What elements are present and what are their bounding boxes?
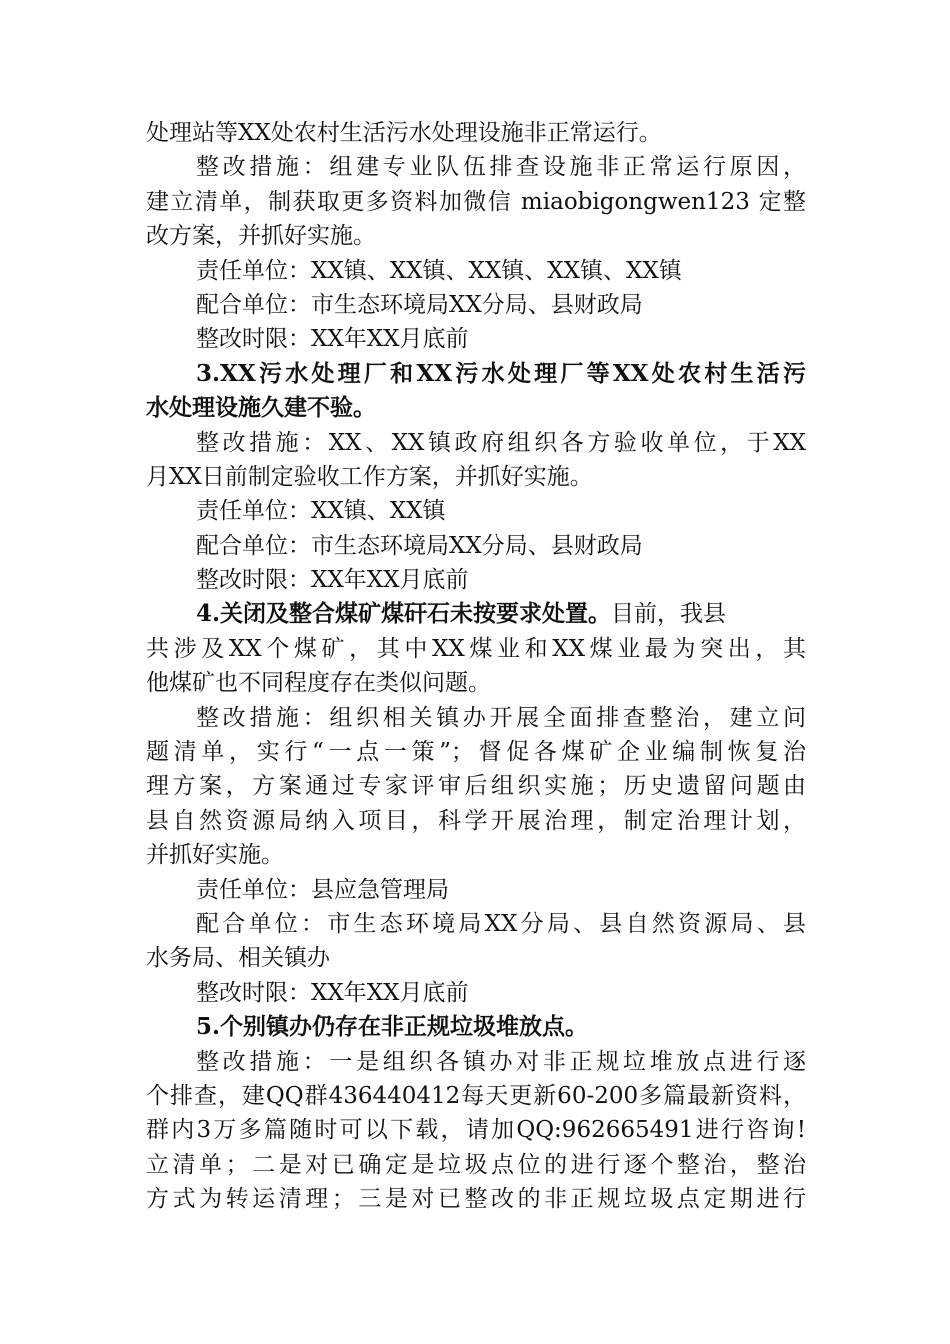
document-body [146,116,806,1217]
text-line: 方式为转运清理；三是对已整改的非正规垃圾点定期进行 [146,1186,806,1213]
section-heading: 水处理设施久建不验。 [146,394,376,422]
text-line: 整改时限：XX年XX月底前 [196,979,469,1006]
text-line [146,597,806,631]
text-line: 题清单，实行“一点一策”；督促各煤矿企业编制恢复治 [146,739,806,766]
text-line: 县自然资源局纳入项目，科学开展治理，制定治理计划， [146,807,806,834]
text-line: 处理站等XX处农村生活污水处理设施非正常运行。 [146,120,662,146]
text-line: 改方案，并抓好实施。 [146,223,376,250]
section-heading: 3.XX污水处理厂和XX污水处理厂等XX处农村生活污 [196,359,806,387]
text-line: 他煤矿也不同程度存在类似问题。 [146,670,491,697]
text-line: 群内3万多篇随时可以下载，请加QQ:962665491进行咨询! [146,1117,806,1144]
text-line: 理方案，方案通过专家评审后组织实施；历史遗留问题由 [146,773,806,800]
text-line: 配合单位：市生态环境局XX分局、县自然资源局、县 [196,910,806,937]
text-line: 配合单位：市生态环境局XX分局、县财政局 [196,291,643,318]
text-line: 水务局、相关镇办 [146,945,330,972]
text-line: 共涉及XX个煤矿，其中XX煤业和XX煤业最为突出，其 [146,635,806,662]
text-line: 整改措施：组建专业队伍排查设施非正常运行原因， [196,154,806,181]
text-line: 并抓好实施。 [146,842,284,869]
text-line: 建立清单，制获取更多资料加微信 miaobigongwen123 定整 [146,188,806,215]
text-line: 整改措施：XX、XX镇政府组织各方验收单位，于XX [196,429,806,456]
text-line: 责任单位：XX镇、XX镇、XX镇、XX镇、XX镇 [196,257,682,284]
text-line: 月XX日前制定验收工作方案，并抓好实施。 [146,463,593,490]
text-line: 整改措施：一是组织各镇办对非正规垃堆放点进行逐 [196,1048,806,1075]
section-heading: 4.关闭及整合煤矿煤矸石未按要求处置。 [196,600,612,628]
text-line: 整改时限：XX年XX月底前 [196,567,469,594]
inline-text: 目前，我县 [611,601,727,628]
text-line: 责任单位：XX镇、XX镇 [196,498,446,525]
text-line: 整改措施：组织相关镇办开展全面排查整治，建立问 [196,704,806,731]
text-line: 整改时限：XX年XX月底前 [196,326,469,353]
text-line: 责任单位：县应急管理局 [196,876,449,903]
section-heading: 5.个别镇办仍存在非正规垃圾堆放点。 [196,1013,589,1041]
text-line: 个排查，建QQ群436440412每天更新60-200多篇最新资料， [146,1082,806,1109]
text-line: 配合单位：市生态环境局XX分局、县财政局 [196,532,643,559]
text-line: 立清单；二是对已确定是垃圾点位的进行逐个整治，整治 [146,1151,806,1178]
